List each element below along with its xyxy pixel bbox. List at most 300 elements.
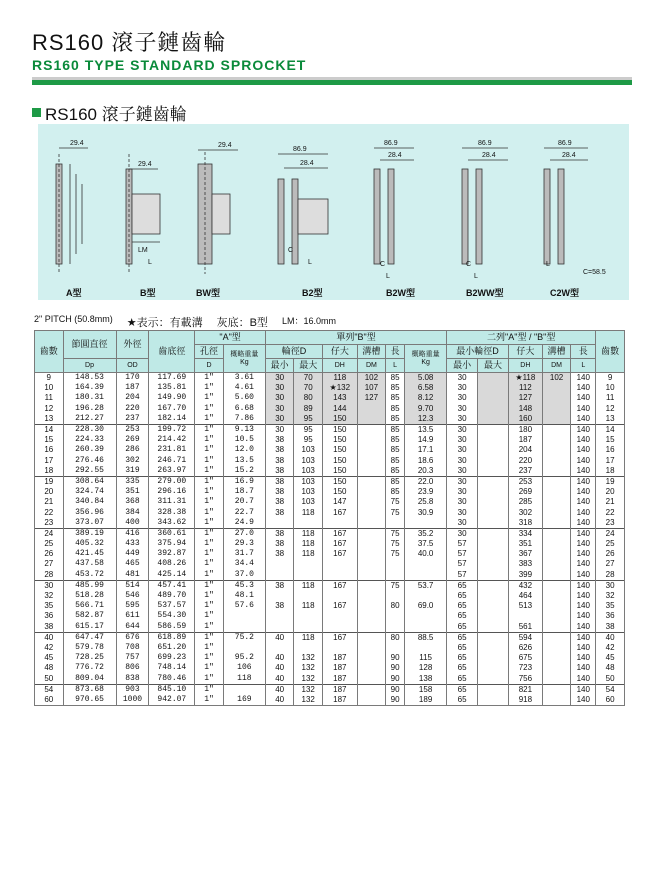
table-cell <box>542 435 571 445</box>
table-cell: 5.08 <box>405 373 447 384</box>
table-cell: 65 <box>447 643 478 653</box>
table-cell: 220 <box>116 404 149 414</box>
table-cell: 18.7 <box>223 487 265 497</box>
table-cell: 514 <box>116 580 149 591</box>
table-cell: 1" <box>195 673 224 684</box>
dim-b2w-284: 28.4 <box>388 152 402 159</box>
table-cell: 107 <box>357 383 386 393</box>
table-cell: 148 <box>508 404 542 414</box>
table-cell: 285 <box>508 497 542 507</box>
table-cell: 1" <box>195 684 224 695</box>
table-cell <box>405 622 447 633</box>
table-cell: 12.3 <box>405 414 447 425</box>
table-cell <box>542 445 571 455</box>
table-cell: 85 <box>386 476 405 487</box>
table-cell: 140 <box>571 435 596 445</box>
table-cell: 150 <box>322 466 357 477</box>
table-cell: 38 <box>265 507 294 517</box>
table-cell: 6.68 <box>223 404 265 414</box>
table-cell <box>386 518 405 529</box>
spec-notes <box>34 314 336 330</box>
table-cell: 42 <box>596 643 625 653</box>
table-cell <box>357 580 386 591</box>
table-cell: 187 <box>508 435 542 445</box>
col-hub-sub: DH <box>322 359 357 373</box>
table-cell: 918 <box>508 695 542 706</box>
table-cell: 140 <box>571 456 596 466</box>
table-cell: 318 <box>508 518 542 529</box>
table-cell: 554.30 <box>149 611 195 621</box>
table-cell: 150 <box>322 487 357 497</box>
table-cell: 38 <box>265 466 294 477</box>
table-cell: 167 <box>322 632 357 643</box>
table-cell: 13.5 <box>223 456 265 466</box>
table-cell: 356.96 <box>63 507 116 517</box>
col-len-sub: L <box>386 359 405 373</box>
table-cell: 12 <box>596 404 625 414</box>
table-cell: 351 <box>116 487 149 497</box>
table-cell <box>386 622 405 633</box>
table-cell: 40 <box>265 663 294 673</box>
table-cell: 30 <box>447 445 478 455</box>
table-cell: 180.31 <box>63 393 116 403</box>
label-b2-type: B2型 <box>302 288 323 298</box>
table-cell <box>405 611 447 621</box>
table-cell: 65 <box>447 673 478 684</box>
table-cell: 260.39 <box>63 445 116 455</box>
table-cell: 464 <box>508 591 542 601</box>
table-cell: 22 <box>35 507 64 517</box>
table-cell: 147 <box>322 497 357 507</box>
table-cell <box>357 487 386 497</box>
table-cell <box>478 684 509 695</box>
table-cell: 118 <box>223 673 265 684</box>
table-cell <box>478 643 509 653</box>
table-cell: 35 <box>35 601 64 611</box>
table-cell: 170 <box>116 373 149 384</box>
col-max: 最大 <box>294 359 323 373</box>
table-cell: 140 <box>571 632 596 643</box>
table-cell: 457.41 <box>149 580 195 591</box>
table-cell: 158 <box>405 684 447 695</box>
table-cell: 903 <box>116 684 149 695</box>
table-cell: 269 <box>116 435 149 445</box>
table-cell <box>405 643 447 653</box>
table-cell <box>357 539 386 549</box>
table-cell: 485.99 <box>63 580 116 591</box>
table-cell: 14.9 <box>405 435 447 445</box>
table-cell: 30 <box>447 518 478 529</box>
table-cell: 35 <box>596 601 625 611</box>
table-cell: 132 <box>294 673 323 684</box>
table-cell <box>478 663 509 673</box>
table-cell: 809.04 <box>63 673 116 684</box>
table-cell: 595 <box>116 601 149 611</box>
label-bw-type: BW型 <box>196 288 220 298</box>
table-row <box>35 539 625 549</box>
table-cell: 1" <box>195 632 224 643</box>
table-cell <box>357 695 386 706</box>
table-row <box>35 673 625 684</box>
table-cell <box>265 518 294 529</box>
table-cell: 699.23 <box>149 653 195 663</box>
table-cell: 31.7 <box>223 549 265 559</box>
table-cell: 30 <box>265 393 294 403</box>
col-min-2: 最小 <box>447 359 478 373</box>
table-cell <box>357 673 386 684</box>
table-cell: 328.38 <box>149 507 195 517</box>
spec-table-wrapper <box>34 330 625 706</box>
table-cell: 30 <box>447 393 478 403</box>
table-cell: 425.14 <box>149 570 195 581</box>
table-cell <box>357 611 386 621</box>
table-cell <box>294 622 323 633</box>
table-cell: 302 <box>116 456 149 466</box>
table-cell: 780.46 <box>149 673 195 684</box>
table-cell <box>322 622 357 633</box>
table-cell <box>478 383 509 393</box>
col-len-2: 長 <box>571 345 596 359</box>
table-cell <box>322 611 357 621</box>
table-cell: 80 <box>294 393 323 403</box>
table-cell <box>478 414 509 425</box>
table-cell: 279.00 <box>149 476 195 487</box>
table-cell: 140 <box>571 414 596 425</box>
table-cell: 30 <box>447 456 478 466</box>
table-cell: 4.61 <box>223 383 265 393</box>
table-cell <box>223 643 265 653</box>
table-cell <box>542 622 571 633</box>
table-cell: 118 <box>322 373 357 384</box>
table-cell: 373.07 <box>63 518 116 529</box>
table-cell: 65 <box>447 663 478 673</box>
table-row <box>35 528 625 539</box>
table-cell: 160 <box>508 414 542 425</box>
table-cell: 128 <box>405 663 447 673</box>
table-cell: 30 <box>447 424 478 435</box>
table-cell: 561 <box>508 622 542 633</box>
table-cell <box>478 570 509 581</box>
table-cell: 140 <box>571 539 596 549</box>
col-od-sub: OD <box>116 359 149 373</box>
table-cell: 40 <box>265 673 294 684</box>
table-cell: 1" <box>195 653 224 663</box>
table-cell: 85 <box>386 445 405 455</box>
table-cell: 368 <box>116 497 149 507</box>
table-cell: 1" <box>195 456 224 466</box>
dim-b2-l: L <box>308 259 312 266</box>
table-cell: 85 <box>386 456 405 466</box>
table-cell: 28 <box>596 570 625 581</box>
table-cell: 30 <box>447 528 478 539</box>
table-cell: 65 <box>447 632 478 643</box>
table-cell: 36 <box>35 611 64 621</box>
table-cell: 89 <box>294 404 323 414</box>
col-double: 二列"A"型 / "B"型 <box>447 331 596 345</box>
table-cell <box>542 559 571 569</box>
table-cell: 228.30 <box>63 424 116 435</box>
table-cell <box>542 476 571 487</box>
table-cell: 276.46 <box>63 456 116 466</box>
dim-b2-869: 86.9 <box>293 146 307 153</box>
table-cell: 38 <box>265 487 294 497</box>
table-cell: 626 <box>508 643 542 653</box>
table-cell <box>478 601 509 611</box>
table-cell: 16.9 <box>223 476 265 487</box>
table-cell: 13 <box>35 414 64 425</box>
table-cell: 1" <box>195 559 224 569</box>
table-cell: 65 <box>447 601 478 611</box>
table-row <box>35 424 625 435</box>
table-cell: 481 <box>116 570 149 581</box>
table-cell: 1" <box>195 695 224 706</box>
table-cell: 30 <box>447 487 478 497</box>
table-cell: 38 <box>596 622 625 633</box>
table-cell <box>542 497 571 507</box>
table-cell <box>265 611 294 621</box>
table-cell: 25 <box>35 539 64 549</box>
table-row <box>35 643 625 653</box>
table-cell: 187 <box>116 383 149 393</box>
table-cell: 16 <box>35 445 64 455</box>
table-cell: 50 <box>596 673 625 684</box>
table-cell: 40 <box>35 632 64 643</box>
table-cell: 30 <box>265 373 294 384</box>
table-cell: 85 <box>386 487 405 497</box>
table-cell <box>294 518 323 529</box>
table-cell: 85 <box>386 435 405 445</box>
table-cell: 231.81 <box>149 445 195 455</box>
table-cell: 30 <box>447 383 478 393</box>
table-cell: 140 <box>571 673 596 684</box>
table-cell <box>542 487 571 497</box>
table-cell: 17.1 <box>405 445 447 455</box>
table-cell: 513 <box>508 601 542 611</box>
table-cell: 140 <box>571 653 596 663</box>
table-cell: 149.90 <box>149 393 195 403</box>
table-cell: 29.3 <box>223 539 265 549</box>
table-cell: 23 <box>35 518 64 529</box>
table-cell: 140 <box>571 466 596 477</box>
table-cell: 375.94 <box>149 539 195 549</box>
table-cell <box>223 684 265 695</box>
table-cell: 187 <box>322 695 357 706</box>
table-cell <box>542 466 571 477</box>
table-row <box>35 653 625 663</box>
table-cell: 1" <box>195 622 224 633</box>
table-cell <box>542 601 571 611</box>
table-cell: 12.0 <box>223 445 265 455</box>
table-cell <box>294 570 323 581</box>
table-cell: 14 <box>35 424 64 435</box>
table-cell: 132 <box>294 663 323 673</box>
table-cell: 21 <box>596 497 625 507</box>
table-cell: 20.3 <box>405 466 447 477</box>
table-cell <box>322 591 357 601</box>
table-cell: 65 <box>447 591 478 601</box>
table-cell: 45.3 <box>223 580 265 591</box>
lm-note: LM：16.0mm <box>281 316 336 326</box>
table-cell <box>478 539 509 549</box>
label-c2w-type: C2W型 <box>550 288 579 298</box>
table-cell: 38 <box>265 580 294 591</box>
col-groove-2: 溝槽 <box>542 345 571 359</box>
table-cell: 9 <box>596 373 625 384</box>
table-cell: 40.0 <box>405 549 447 559</box>
table-cell: 437.58 <box>63 559 116 569</box>
table-cell: 237 <box>116 414 149 425</box>
table-cell <box>357 632 386 643</box>
table-cell: 224.33 <box>63 435 116 445</box>
table-cell <box>294 559 323 569</box>
table-cell: 728.25 <box>63 653 116 663</box>
table-cell: 421.45 <box>63 549 116 559</box>
table-cell <box>478 622 509 633</box>
table-cell: 65 <box>447 695 478 706</box>
table-cell: 9 <box>35 373 64 384</box>
table-cell <box>357 404 386 414</box>
table-cell: 1" <box>195 487 224 497</box>
table-cell: 27 <box>35 559 64 569</box>
table-cell: 118 <box>294 632 323 643</box>
table-cell: 140 <box>571 663 596 673</box>
table-cell: 3.61 <box>223 373 265 384</box>
table-cell: 34.4 <box>223 559 265 569</box>
table-cell <box>478 549 509 559</box>
table-cell: 140 <box>571 445 596 455</box>
table-cell: 38 <box>265 528 294 539</box>
table-cell: 38 <box>265 456 294 466</box>
dim-b2ww-c: C <box>466 261 472 268</box>
table-cell: 60 <box>35 695 64 706</box>
col-pcd-sub: Dp <box>63 359 116 373</box>
table-cell <box>405 559 447 569</box>
table-cell: 40 <box>265 684 294 695</box>
table-cell <box>357 622 386 633</box>
table-cell: 199.72 <box>149 424 195 435</box>
table-cell: 65 <box>447 653 478 663</box>
table-cell <box>542 404 571 414</box>
table-row <box>35 373 625 384</box>
table-cell: 873.68 <box>63 684 116 695</box>
col-teeth-right: 齒數 <box>596 331 625 373</box>
table-cell: 180 <box>508 424 542 435</box>
table-cell: 311.31 <box>149 497 195 507</box>
table-cell: 80 <box>386 632 405 643</box>
table-cell: 38 <box>265 445 294 455</box>
table-cell: 22 <box>596 507 625 517</box>
table-cell: 30 <box>265 414 294 425</box>
table-cell: 85 <box>386 466 405 477</box>
table-cell: 15 <box>596 435 625 445</box>
table-cell: 20 <box>35 487 64 497</box>
table-cell: 167 <box>322 528 357 539</box>
table-cell: 18.6 <box>405 456 447 466</box>
table-cell <box>357 414 386 425</box>
table-cell: 143 <box>322 393 357 403</box>
dim-b-lm: LM <box>138 247 148 254</box>
table-cell: 140 <box>571 695 596 706</box>
table-cell: 1" <box>195 466 224 477</box>
dim-b-294: 29.4 <box>138 161 152 168</box>
table-cell <box>478 611 509 621</box>
table-cell <box>478 518 509 529</box>
table-cell: 465 <box>116 559 149 569</box>
table-cell: 140 <box>571 528 596 539</box>
table-cell: 308.64 <box>63 476 116 487</box>
table-cell: 85 <box>386 404 405 414</box>
table-cell: 150 <box>322 445 357 455</box>
table-cell: 16 <box>596 445 625 455</box>
table-cell: 518.28 <box>63 591 116 601</box>
table-cell: 167 <box>322 549 357 559</box>
table-cell: 118 <box>294 528 323 539</box>
table-cell: 14 <box>596 424 625 435</box>
table-cell <box>478 580 509 591</box>
table-cell: 187 <box>322 653 357 663</box>
section-title: RS160 滾子鏈齒輪 <box>45 105 187 124</box>
table-cell: 618.89 <box>149 632 195 643</box>
table-cell <box>542 414 571 425</box>
table-cell: 212.27 <box>63 414 116 425</box>
table-row <box>35 456 625 466</box>
table-cell: 1" <box>195 663 224 673</box>
table-cell: 140 <box>571 507 596 517</box>
table-cell: 140 <box>571 518 596 529</box>
col-groove-sub-2: DM <box>542 359 571 373</box>
table-cell: 85 <box>386 424 405 435</box>
table-cell: 75 <box>386 528 405 539</box>
table-cell <box>357 497 386 507</box>
table-cell: 1" <box>195 373 224 384</box>
spec-table <box>34 330 625 706</box>
table-cell: 586.59 <box>149 622 195 633</box>
table-cell <box>542 580 571 591</box>
table-cell: 611 <box>116 611 149 621</box>
table-cell: 38 <box>265 549 294 559</box>
table-cell: 30 <box>265 383 294 393</box>
table-cell <box>542 611 571 621</box>
table-cell: 1" <box>195 424 224 435</box>
table-cell: 187 <box>322 684 357 695</box>
table-cell: 566.71 <box>63 601 116 611</box>
table-cell: 360.61 <box>149 528 195 539</box>
table-cell: 30.9 <box>405 507 447 517</box>
col-hub-2: 仔大 <box>508 345 542 359</box>
dim-c2w-869: 86.9 <box>558 140 572 147</box>
table-cell: 13.5 <box>405 424 447 435</box>
table-cell <box>386 591 405 601</box>
table-cell: 40 <box>265 632 294 643</box>
table-cell: 489.70 <box>149 591 195 601</box>
table-cell <box>357 591 386 601</box>
table-cell: 140 <box>571 393 596 403</box>
table-row <box>35 611 625 621</box>
table-cell: 1" <box>195 393 224 403</box>
table-cell: 118 <box>294 580 323 591</box>
table-cell <box>357 528 386 539</box>
table-cell: 432 <box>508 580 542 591</box>
table-cell: 187 <box>322 663 357 673</box>
table-cell: 57.6 <box>223 601 265 611</box>
table-cell <box>357 559 386 569</box>
table-cell: 756 <box>508 673 542 684</box>
table-cell <box>478 695 509 706</box>
table-cell: 24.9 <box>223 518 265 529</box>
table-cell: 1" <box>195 591 224 601</box>
table-cell: 140 <box>571 591 596 601</box>
table-cell: 30 <box>447 466 478 477</box>
